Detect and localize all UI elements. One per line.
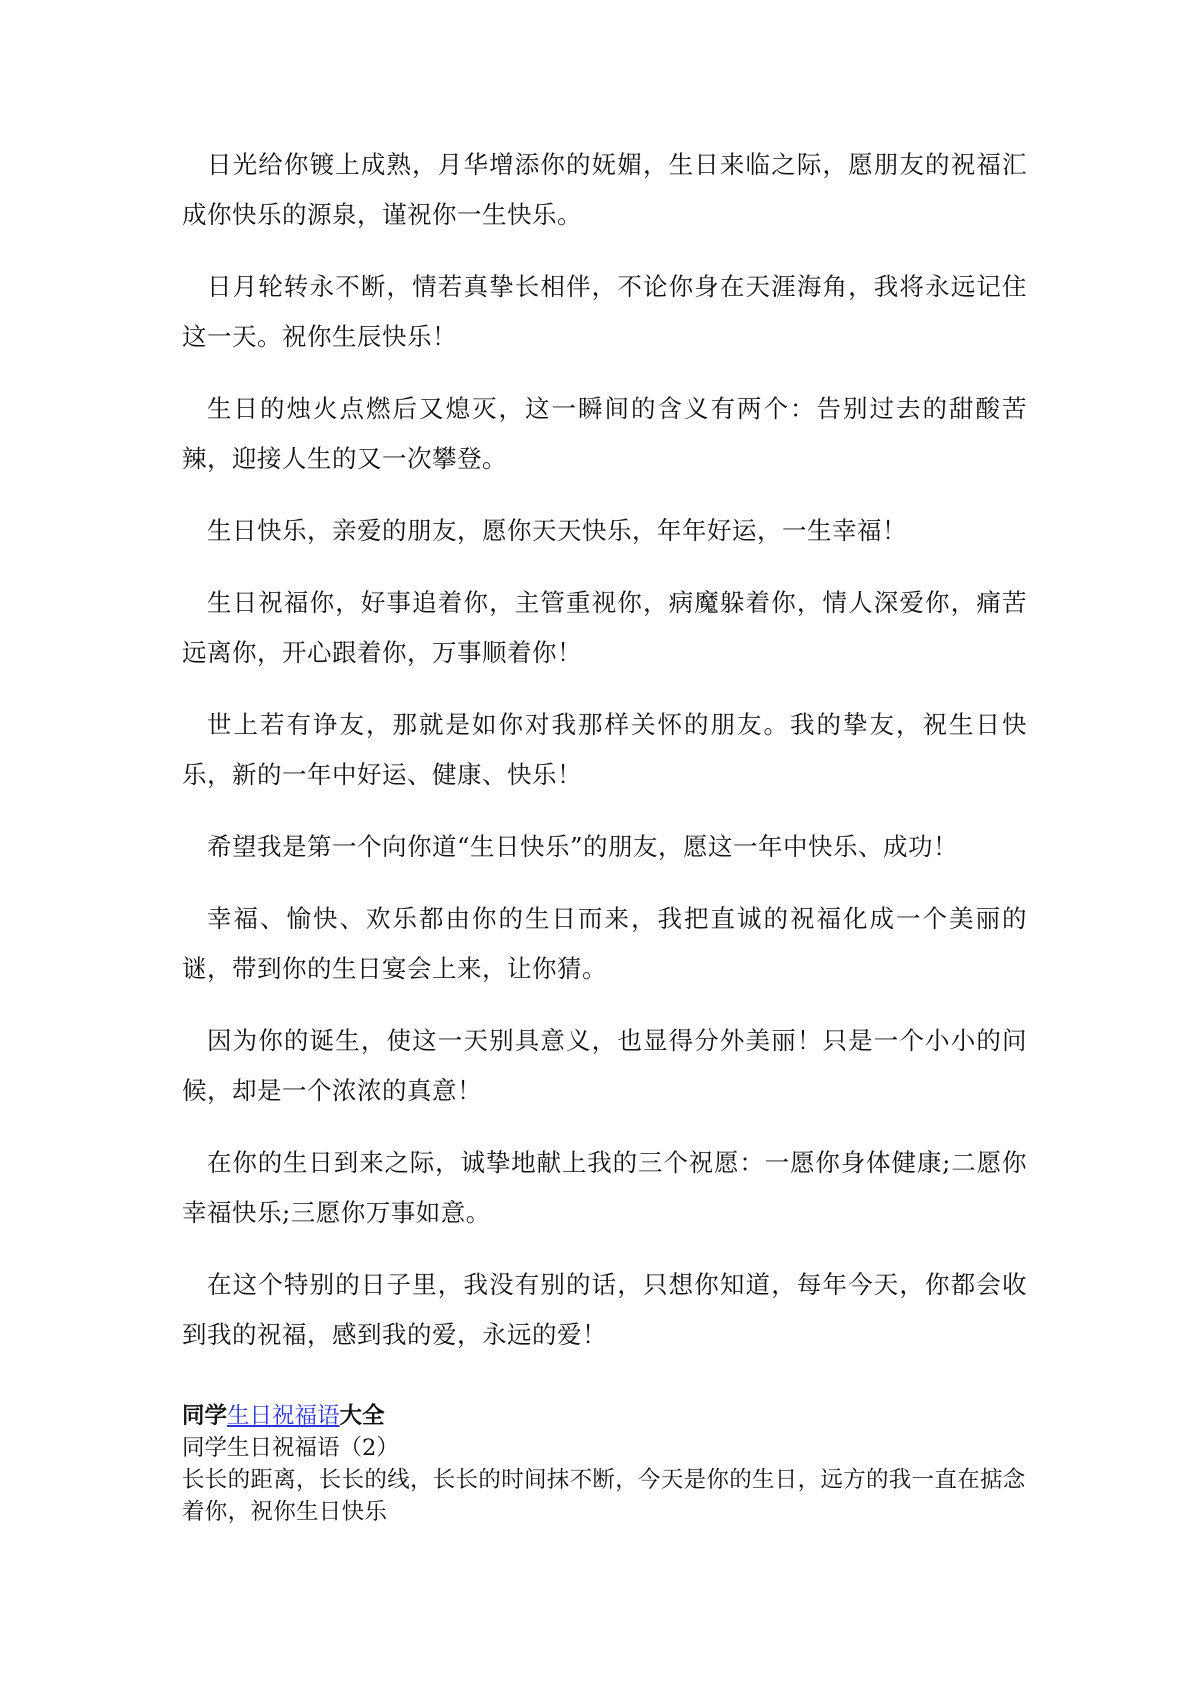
greeting-paragraph-11: 在这个特别的日子里，我没有别的话，只想你知道，每年今天，你都会收到我的祝福，感到我的爱，永远的爱！ [182, 1270, 1027, 1349]
section-body: 长长的距离，长长的线，长长的时间抹不断，今天是你的生日，远方的我一直在掂念着你，祝你生日快乐 [182, 1467, 1026, 1525]
greeting-paragraph-6: 世上若有诤友，那就是如你对我那样关怀的朋友。我的挚友，祝生日快乐，新的一年中好运、健康、快乐！ [182, 710, 1027, 789]
birthday-greetings-link[interactable]: 生日祝福语 [227, 1403, 340, 1429]
greeting-paragraph-2: 日月轮转永不断，情若真挚长相伴，不论你身在天涯海角，我将永远记住这一天。祝你生辰快乐！ [182, 272, 1027, 351]
greeting-paragraph-9: 因为你的诞生，使这一天别具意义，也显得分外美丽！只是一个小小的问候，却是一个浓浓的真意！ [182, 1026, 1027, 1105]
section-title-prefix: 同学 [182, 1403, 228, 1429]
greeting-paragraph-8: 幸福、愉快、欢乐都由你的生日而来，我把直诚的祝福化成一个美丽的谜，带到你的生日宴会上来，让你猜。 [182, 904, 1027, 983]
classmate-greetings-section [182, 1400, 1027, 1528]
section-title [182, 1400, 1027, 1432]
greeting-paragraph-4: 生日快乐，亲爱的朋友，愿你天天快乐，年年好运，一生幸福！ [207, 516, 907, 545]
greeting-paragraph-10: 在你的生日到来之际，诚挚地献上我的三个祝愿：一愿你身体健康;二愿你幸福快乐;三愿你万事如意。 [182, 1148, 1027, 1227]
greeting-paragraph-7: 希望我是第一个向你道“生日快乐”的朋友，愿这一年中快乐、成功！ [207, 832, 959, 861]
greeting-paragraph-3: 生日的烛火点燃后又熄灭，这一瞬间的含义有两个：告别过去的甜酸苦辣，迎接人生的又一次攀登。 [182, 394, 1027, 473]
section-title-suffix: 大全 [339, 1403, 385, 1429]
greeting-paragraph-5: 生日祝福你，好事追着你，主管重视你，病魔躲着你，情人深爱你，痛苦远离你，开心跟着你，万事顺着你！ [182, 588, 1027, 667]
greeting-paragraph-1: 日光给你镀上成熟，月华增添你的妩媚，生日来临之际，愿朋友的祝福汇成你快乐的源泉，谨祝你一生快乐。 [182, 150, 1027, 229]
greetings-list [182, 140, 1027, 1360]
section-subtitle: 同学生日祝福语（2） [182, 1435, 399, 1461]
